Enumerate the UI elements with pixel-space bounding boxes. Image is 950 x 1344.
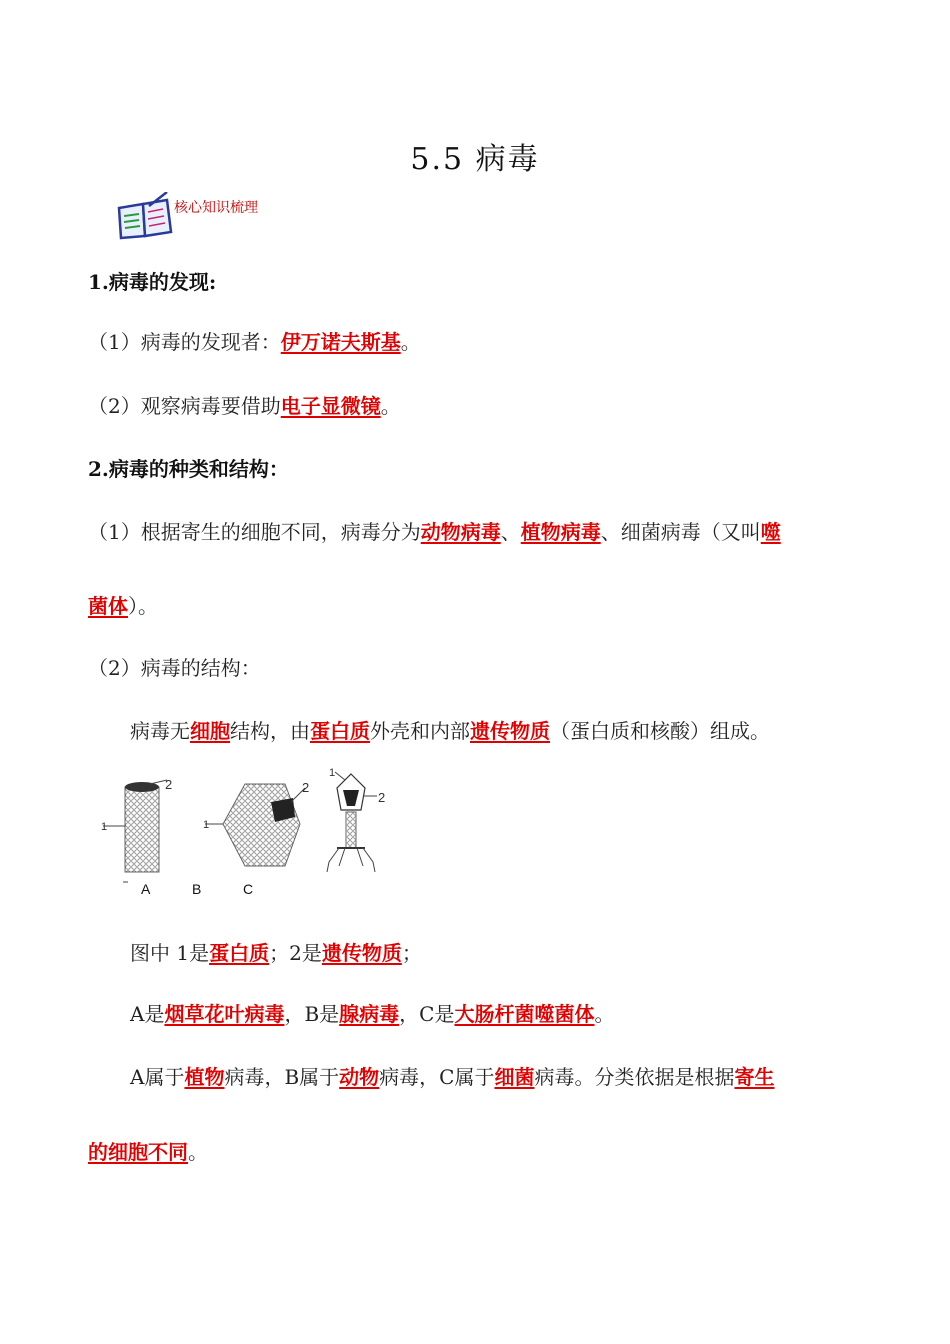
- figure-label-c: C: [243, 881, 254, 897]
- answer-phage-part2: 菌体: [88, 594, 128, 618]
- line-structure: 病毒无细胞结构，由蛋白质外壳和内部遗传物质（蛋白质和核酸）组成。: [130, 719, 770, 743]
- heading-discovery: 1.病毒的发现:: [88, 270, 217, 294]
- tobacco-mosaic-virus-drawing: [101, 777, 172, 882]
- line-figure-parts: 图中 1是蛋白质；2是遗传物质；: [130, 941, 422, 965]
- answer-discoverer: 伊万诺夫斯基: [280, 330, 401, 354]
- line-virus-categories-cont: 的细胞不同。: [88, 1140, 208, 1164]
- answer-category-c: 细菌: [494, 1065, 535, 1089]
- answer-category-a: 植物: [184, 1065, 225, 1089]
- line-discoverer: （1）病毒的发现者：伊万诺夫斯基。: [88, 330, 421, 354]
- figure-label-b: B: [192, 881, 202, 897]
- answer-basis-part2: 的细胞不同: [88, 1140, 188, 1164]
- answer-plant-virus: 植物病毒: [520, 520, 601, 544]
- answer-category-b: 动物: [339, 1065, 380, 1089]
- mark-2-a: 2: [165, 777, 173, 792]
- line-virus-categories: A属于植物病毒，B属于动物病毒，C属于细菌病毒。分类依据是根据寄生: [130, 1065, 775, 1089]
- adenovirus-drawing: [203, 780, 309, 866]
- answer-microscope: 电子显微镜: [280, 394, 381, 418]
- line-classification-cont: 菌体）。: [88, 594, 158, 618]
- answer-part-2: 遗传物质: [321, 941, 402, 965]
- line-classification: （1）根据寄生的细胞不同，病毒分为动物病毒、植物病毒、细菌病毒（又叫噬: [88, 520, 781, 544]
- answer-phage-part1: 噬: [760, 520, 781, 544]
- answer-virus-a: 烟草花叶病毒: [164, 1002, 285, 1026]
- line-microscope: （2）观察病毒要借助电子显微镜。: [88, 394, 401, 418]
- answer-virus-c: 大肠杆菌噬菌体: [454, 1002, 595, 1026]
- heading-types-structure: 2.病毒的种类和结构：: [88, 457, 289, 481]
- page-title: 5.5 病毒: [410, 142, 540, 177]
- line-virus-names: A是烟草花叶病毒，B是腺病毒，C是大肠杆菌噬菌体。: [130, 1002, 615, 1026]
- section-badge-label: 核心知识梳理: [174, 200, 258, 216]
- mark-2-c: 2: [378, 790, 386, 805]
- answer-genetic-material: 遗传物质: [470, 719, 550, 743]
- line-structure-heading: （2）病毒的结构：: [88, 656, 261, 680]
- answer-animal-virus: 动物病毒: [420, 520, 501, 544]
- answer-virus-b: 腺病毒: [339, 1002, 400, 1026]
- answer-part-1: 蛋白质: [209, 941, 270, 965]
- mark-1-a: 1: [101, 821, 108, 833]
- mark-1-c: 1: [329, 767, 336, 779]
- bacteriophage-drawing: [327, 767, 385, 872]
- mark-2-b: 2: [302, 780, 310, 795]
- notebook-icon: [115, 192, 175, 240]
- answer-cell: 细胞: [190, 719, 230, 743]
- figure-label-a: A: [141, 881, 151, 897]
- answer-basis-part1: 寄生: [734, 1065, 775, 1089]
- answer-protein: 蛋白质: [310, 719, 370, 743]
- mark-1-b: 1: [203, 819, 210, 831]
